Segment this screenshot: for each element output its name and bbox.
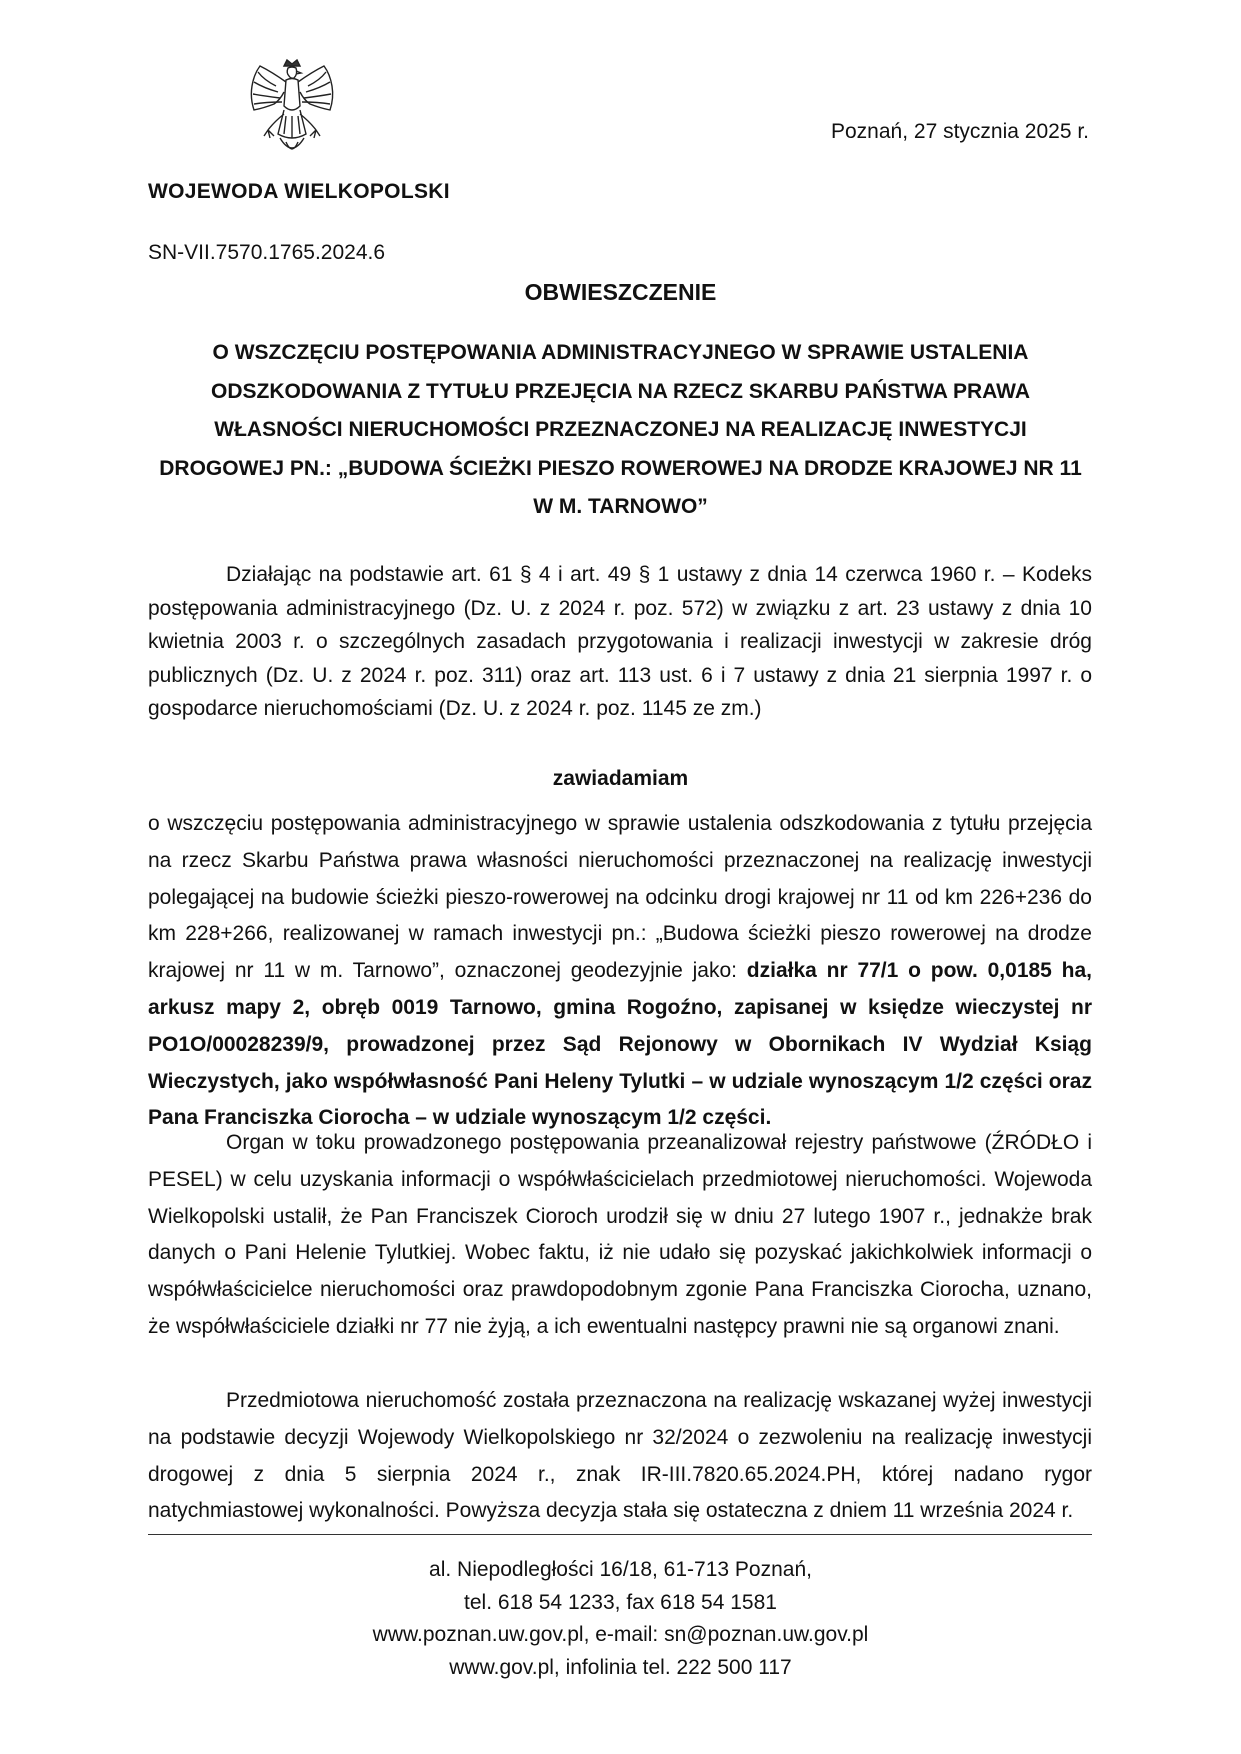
legal-basis-paragraph: Działając na podstawie art. 61 § 4 i art. 49 § 1 ustawy z dnia 14 czerwca 1960 r. – Kodeks postępowania administracyjnego (Dz. U. z 2024 r. poz. 572) w związku z art. 23 ustawy z dnia 10 kwietnia 2003 r. o szczególnych zasadach przygotowania i realizacji inwestycji w zakresie dróg publicznych (Dz. U. z 2024 r. poz. 311) oraz art. 113 ust. 6 i 7 ustawy z dnia 21 sierpnia 1997 r. o gospodarce nieruchomościami (Dz. U. z 2024 r. poz. 1145 ze zm.) bbox=[148, 563, 1092, 720]
case-reference-number: SN-VII.7570.1765.2024.6 bbox=[148, 241, 386, 264]
document-subtitle: O WSZCZĘCIU POSTĘPOWANIA ADMINISTRACYJNEGO W SPRAWIE USTALENIA ODSZKODOWANIA Z TYTUŁU PRZEJĘCIA NA RZECZ SKARBU PAŃSTWA PRAWA WŁASNOŚCI NIERUCHOMOŚCI PRZEZNACZONEJ NA REALIZACJĘ INWESTYCJI DROGOWEJ PN.: „BUDOWA ŚCIEŻKI PIESZO ROWEROWEJ NA DRODZE KRAJOWEJ NR 11 W M. TARNOWO” bbox=[159, 341, 1082, 518]
issuing-authority: WOJEWODA WIELKOPOLSKI bbox=[148, 180, 450, 203]
footer-contact bbox=[0, 1554, 1241, 1684]
notice-content-text: o wszczęciu postępowania administracyjnego w sprawie ustalenia odszkodowania z tytułu przejęcia na rzecz Skarbu Państwa prawa własności nieruchomości przeznaczonej na realizację inwestycji polegającej na budowie ścieżki pieszo-rowerowej na odcinku drogi krajowej nr 11 od km 226+236 do km 228+266, realizowanej w ramach inwestycji pn.: „Budowa ścieżki pieszo rowerowej na drodze krajowej nr 11 w m. Tarnowo”, oznaczonej geodezyjnie jako: bbox=[148, 812, 1092, 983]
document-date: Poznań, 27 stycznia 2025 r. bbox=[831, 120, 1089, 143]
decision-paragraph: Przedmiotowa nieruchomość została przeznaczona na realizację wskazanej wyżej inwestycji na podstawie decyzji Wojewody Wielkopolskiego nr 32/2024 o zezwoleniu na realizację inwestycji drogowej z dnia 5 sierpnia 2024 r., znak IR-III.7820.65.2024.PH, której nadano rygor natychmiastowej wykonalności. Powyższa decyzja stała się ostateczna z dniem 11 września 2024 r. bbox=[148, 1389, 1092, 1523]
polish-eagle-emblem-icon bbox=[244, 58, 340, 164]
notify-statement: zawiadamiam bbox=[552, 767, 689, 790]
footer-web-email: www.poznan.uw.gov.pl, e-mail: sn@poznan.uw.gov.pl bbox=[372, 1623, 869, 1646]
property-details-bold: działka nr 77/1 o pow. 0,0185 ha, arkusz mapy 2, obręb 0019 Tarnowo, gmina Rogoźno, zapisanej w księdze wieczystej nr PO1O/00028239/9, prowadzonej przez Sąd Rejonowy w Obornikach IV Wydział Ksiąg Wieczystych, jako współwłasność Pani Heleny Tylutki – w udziale wynoszącym 1/2 części oraz Pana Franciszka Ciorocha – w udziale wynoszącym 1/2 części. bbox=[148, 959, 1093, 1130]
document-title: OBWIESZCZENIE bbox=[524, 279, 717, 305]
registry-analysis-paragraph: Organ w toku prowadzonego postępowania przeanalizował rejestry państwowe (ŹRÓDŁO i PESEL) w celu uzyskania informacji o współwłaścicielach przedmiotowej nieruchomości. Wojewoda Wielkopolski ustalił, że Pan Franciszek Cioroch urodził się w dniu 27 lutego 1907 r., jednakże brak danych o Pani Helenie Tylutkiej. Wobec faktu, iż nie udało się pozyskać jakichkolwiek informacji o współwłaścicielce nieruchomości oraz prawdopodobnym zgonie Pana Franciszka Ciorocha, uznano, że współwłaściciele działki nr 77 nie żyją, a ich ewentualni następcy prawni nie są organowi znani. bbox=[148, 1131, 1092, 1338]
notice-content-paragraph bbox=[148, 806, 1092, 1137]
footer-gov-info: www.gov.pl, infolinia tel. 222 500 117 bbox=[449, 1655, 792, 1679]
footer-divider bbox=[148, 1534, 1092, 1535]
footer-phone: tel. 618 54 1233, fax 618 54 1581 bbox=[464, 1590, 777, 1614]
footer-address: al. Niepodległości 16/18, 61-713 Poznań, bbox=[429, 1558, 812, 1581]
